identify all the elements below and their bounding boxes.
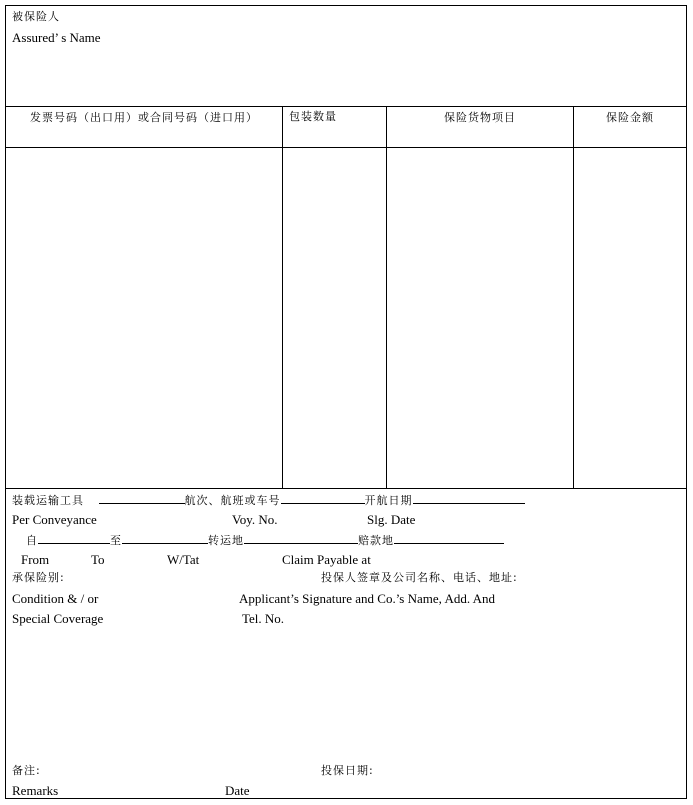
remarks-label-cn: 备注: bbox=[12, 764, 41, 777]
voyage-field[interactable] bbox=[281, 491, 365, 504]
remarks-label-en: Remarks bbox=[12, 783, 59, 798]
coverage-field[interactable] bbox=[6, 632, 306, 762]
transship-field[interactable] bbox=[244, 531, 358, 544]
package-quantity-cell[interactable] bbox=[283, 148, 386, 488]
table-bottom-divider bbox=[6, 488, 686, 489]
insured-label-en: Assured’ s Name bbox=[12, 30, 101, 45]
to-field[interactable] bbox=[122, 531, 208, 544]
header-package-quantity: 包装数量 bbox=[289, 110, 337, 123]
to-label-en: To bbox=[91, 552, 105, 567]
insured-divider bbox=[6, 106, 686, 107]
route-row-cn bbox=[26, 531, 504, 549]
insured-goods-cell[interactable] bbox=[387, 148, 573, 488]
transship-label-cn: 转运地 bbox=[208, 534, 244, 547]
date-label-en: Date bbox=[225, 783, 250, 798]
transport-row-cn bbox=[12, 491, 525, 509]
voyage-label-cn: 航次、航班或车号 bbox=[184, 494, 281, 507]
invoice-number-cell[interactable] bbox=[6, 148, 282, 488]
claim-field[interactable] bbox=[394, 531, 504, 544]
insured-label-cn: 被保险人 bbox=[12, 10, 60, 23]
transship-label-en: W/Tat bbox=[167, 552, 200, 567]
date-label-cn: 投保日期: bbox=[321, 764, 374, 777]
conveyance-field[interactable] bbox=[99, 491, 185, 504]
applicant-label-en-2: Tel. No. bbox=[242, 611, 285, 626]
conveyance-label-cn: 装载运输工具 bbox=[12, 494, 84, 507]
coverage-label-en-1: Condition & / or bbox=[12, 591, 99, 606]
header-insured-amount: 保险金额 bbox=[606, 111, 654, 124]
voyage-label-en: Voy. No. bbox=[232, 512, 278, 527]
conveyance-label-en: Per Conveyance bbox=[12, 512, 97, 527]
header-invoice-number: 发票号码（出口用）或合同号码（进口用） bbox=[30, 111, 258, 124]
insured-amount-cell[interactable] bbox=[574, 148, 686, 488]
sailing-date-label-cn: 开航日期 bbox=[364, 494, 413, 507]
sailing-date-field[interactable] bbox=[413, 491, 525, 504]
from-label-cn: 自 bbox=[26, 534, 38, 547]
claim-label-en: Claim Payable at bbox=[282, 552, 371, 567]
applicant-signature-field[interactable] bbox=[316, 632, 686, 762]
insured-name-field[interactable] bbox=[6, 48, 686, 106]
sailing-date-label-en: Slg. Date bbox=[367, 512, 416, 527]
from-field[interactable] bbox=[38, 531, 110, 544]
coverage-label-cn: 承保险别: bbox=[12, 571, 65, 584]
coverage-label-en-2: Special Coverage bbox=[12, 611, 104, 626]
claim-label-cn: 赔款地 bbox=[358, 534, 394, 547]
header-insured-goods: 保险货物项目 bbox=[444, 111, 516, 124]
from-label-en: From bbox=[21, 552, 50, 567]
to-label-cn: 至 bbox=[110, 534, 122, 547]
applicant-label-cn: 投保人签章及公司名称、电话、地址: bbox=[321, 571, 518, 584]
insurance-application-form bbox=[5, 5, 687, 799]
applicant-label-en-1: Applicant’s Signature and Co.’s Name, Add. And bbox=[239, 591, 496, 606]
